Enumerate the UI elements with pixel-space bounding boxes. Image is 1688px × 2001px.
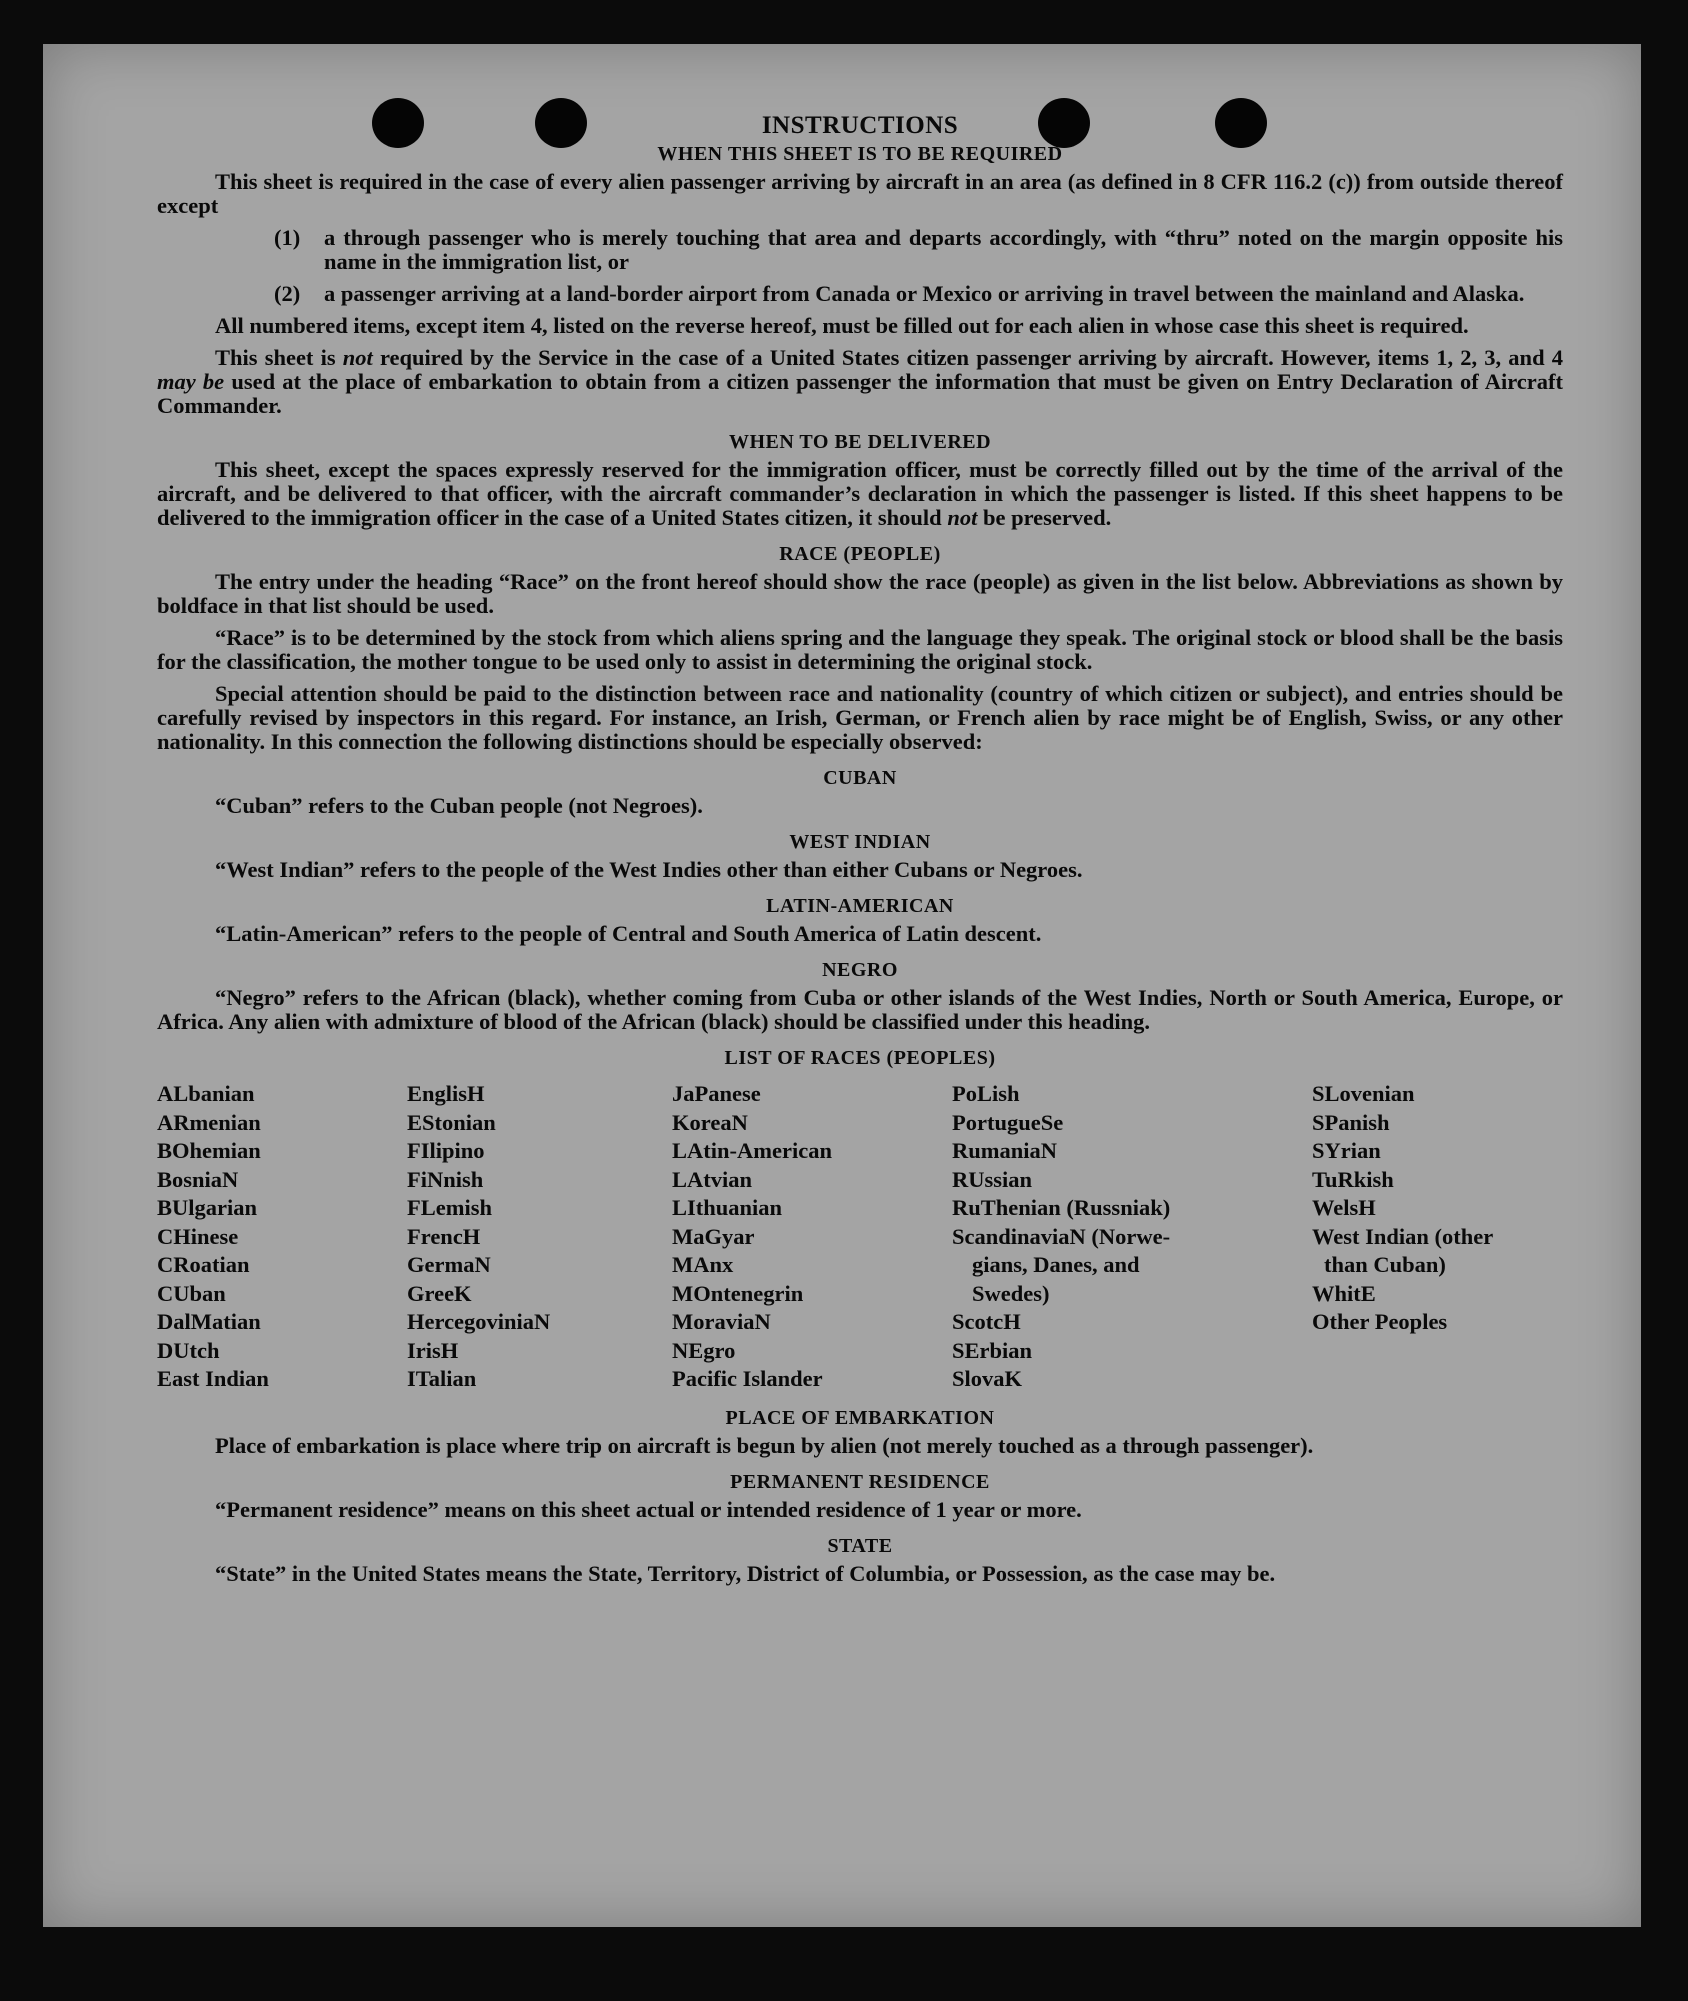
race-item: GermaN: [407, 1252, 491, 1277]
paragraph: Place of embarkation is place where trip on aircraft is begun by alien (not merely touched as a through passenger).: [215, 1432, 1314, 1458]
race-item: RumaniaN: [952, 1138, 1058, 1163]
section-heading: CUBAN: [823, 767, 897, 789]
race-item: DalMatian: [157, 1309, 261, 1334]
race-item: DUtch: [157, 1337, 220, 1363]
section-heading: NEGRO: [822, 959, 898, 981]
race-column: [1312, 1080, 1562, 1394]
race-item: SlovaK: [952, 1366, 1023, 1391]
paragraph: “Cuban” refers to the Cuban people (not Negroes).: [215, 793, 703, 818]
list-item: [274, 282, 1563, 306]
race-item: MOntenegrin: [672, 1280, 804, 1306]
race-item: ARmenian: [157, 1109, 261, 1135]
paragraph: This sheet is not required by the Service in the case of a United States citizen passenger arriving by aircraft. However, items 1, 2, 3, and 4 may be used at the place of embarkation to obtain from a citizen passenger the information that must be given on Entry Declaration of Aircraft Commander.: [157, 345, 1564, 418]
race-item: FiNnish: [407, 1166, 484, 1192]
race-item: KoreaN: [672, 1109, 748, 1135]
section-heading: LIST OF RACES (PEOPLES): [724, 1047, 996, 1069]
race-item: MoraviaN: [672, 1309, 771, 1334]
page-title: INSTRUCTIONS: [761, 112, 959, 139]
race-item: EnglisH: [407, 1081, 485, 1106]
paragraph: Special attention should be paid to the distinction between race and nationality (country of which citizen or subject), and entries should be carefully revised by inspectors in this regard. For instance, an Irish, German, or French alien by race might be of English, Swiss, or any other nationality. In this connection the following distinctions should be especially observed:: [157, 681, 1563, 754]
race-item: BosniaN: [157, 1166, 239, 1192]
race-item: SErbian: [952, 1337, 1033, 1363]
race-item: HercegoviniaN: [407, 1309, 551, 1334]
race-item: gians, Danes, and: [972, 1252, 1140, 1277]
section-heading: WHEN TO BE DELIVERED: [728, 431, 992, 453]
race-item: MAnx: [672, 1252, 734, 1277]
race-item: BOhemian: [157, 1138, 261, 1163]
race-item: CHinese: [157, 1223, 239, 1249]
section-heading: PERMANENT RESIDENCE: [730, 1470, 990, 1493]
race-item: Other Peoples: [1312, 1309, 1448, 1334]
race-item: ALbanian: [157, 1081, 255, 1106]
race-column: [952, 1080, 1312, 1394]
race-item: SYrian: [1312, 1138, 1381, 1163]
race-item: TuRkish: [1312, 1166, 1394, 1192]
section-heading: WEST INDIAN: [789, 831, 931, 853]
section-heading: STATE: [827, 1534, 893, 1557]
section-heading: PLACE OF EMBARKATION: [725, 1406, 995, 1429]
race-item: MaGyar: [672, 1223, 755, 1249]
item-text: a passenger arriving at a land-border airport from Canada or Mexico or arriving in travel between the mainland and Alaska.: [324, 281, 1525, 306]
race-item: ScandinaviaN (Norwe-: [952, 1223, 1171, 1249]
paragraph: “West Indian” refers to the people of the West Indies other than either Cubans or Negroes.: [215, 857, 1083, 882]
item-text: a through passenger who is merely touching that area and departs accordingly, with “thru” noted on the margin opposite his name in the immigration list, or: [324, 225, 1563, 274]
race-item: ITalian: [407, 1366, 477, 1391]
race-item: BUlgarian: [157, 1195, 258, 1220]
race-item: NEgro: [672, 1337, 736, 1363]
section-heading: WHEN THIS SHEET IS TO BE REQUIRED: [657, 143, 1063, 165]
race-column: [157, 1080, 407, 1394]
instructions-body: [157, 106, 1563, 1594]
race-item: LAtin-American: [672, 1138, 832, 1163]
race-item: East Indian: [157, 1366, 269, 1391]
race-item: Swedes): [972, 1280, 1050, 1306]
section-heading: LATIN-AMERICAN: [766, 895, 954, 917]
paragraph: “Permanent residence” means on this sheet actual or intended residence of 1 year or more.: [215, 1496, 1082, 1522]
paragraph: “State” in the United States means the State, Territory, District of Columbia, or Possession, as the case may be.: [215, 1560, 1276, 1586]
section-heading: RACE (PEOPLE): [779, 543, 941, 565]
list-item: [274, 226, 1563, 274]
paragraph: This sheet, except the spaces expressly reserved for the immigration officer, must be correctly filled out by the time of the arrival of the aircraft, and be delivered to that officer, with the aircraft commander’s declaration in which the passenger is listed. If this sheet happens to be delivered to the immigration officer in the case of a United States citizen, it should not be preserved.: [157, 457, 1563, 530]
race-list: [157, 1080, 1563, 1394]
race-item: PoLish: [952, 1081, 1020, 1106]
race-item: West Indian (other: [1312, 1223, 1494, 1249]
race-item: LAtvian: [672, 1166, 753, 1192]
race-item: WhitE: [1312, 1280, 1376, 1306]
race-item: GreeK: [407, 1280, 472, 1306]
race-item: RUssian: [952, 1166, 1033, 1192]
paragraph: “Latin-American” refers to the people of Central and South America of Latin descent.: [215, 921, 1042, 946]
paragraph: All numbered items, except item 4, listed on the reverse hereof, must be filled out for each alien in whose case this sheet is required.: [215, 313, 1469, 338]
race-item: FIlipino: [407, 1138, 485, 1163]
race-item: CUban: [157, 1280, 226, 1306]
race-item: ScotcH: [952, 1309, 1021, 1334]
race-item: WelsH: [1312, 1195, 1376, 1220]
race-item: EStonian: [407, 1109, 496, 1135]
race-item: FrencH: [407, 1223, 481, 1249]
race-item: JaPanese: [672, 1081, 761, 1106]
race-item: LIthuanian: [672, 1195, 783, 1220]
race-column: [672, 1080, 952, 1394]
race-item: than Cuban): [1324, 1252, 1446, 1277]
paragraph: “Race” is to be determined by the stock from which aliens spring and the language they speak. The original stock or blood shall be the basis for the classification, the mother tongue to be used only to assist in determining the original stock.: [157, 625, 1563, 674]
race-item: RuThenian (Russniak): [952, 1195, 1171, 1220]
paragraph: “Negro” refers to the African (black), whether coming from Cuba or other islands of the West Indies, North or South America, Europe, or Africa. Any alien with admixture of blood of the African (black) should be classified under this heading.: [157, 985, 1563, 1034]
race-item: Pacific Islander: [672, 1366, 823, 1391]
race-item: CRoatian: [157, 1252, 250, 1277]
item-number: (1): [274, 225, 301, 250]
paragraph: The entry under the heading “Race” on the front hereof should show the race (people) as given in the list below. Abbreviations as shown by boldface in that list should be used.: [157, 569, 1563, 618]
race-column: [407, 1080, 672, 1394]
race-item: FLemish: [407, 1195, 493, 1220]
race-item: PortugueSe: [952, 1109, 1064, 1135]
race-item: SPanish: [1312, 1109, 1390, 1135]
race-item: SLovenian: [1312, 1081, 1415, 1106]
paragraph: This sheet is required in the case of every alien passenger arriving by aircraft in an area (as defined in 8 CFR 116.2 (c)) from outside thereof except: [157, 169, 1563, 218]
item-number: (2): [274, 281, 301, 306]
race-item: IrisH: [407, 1337, 459, 1363]
